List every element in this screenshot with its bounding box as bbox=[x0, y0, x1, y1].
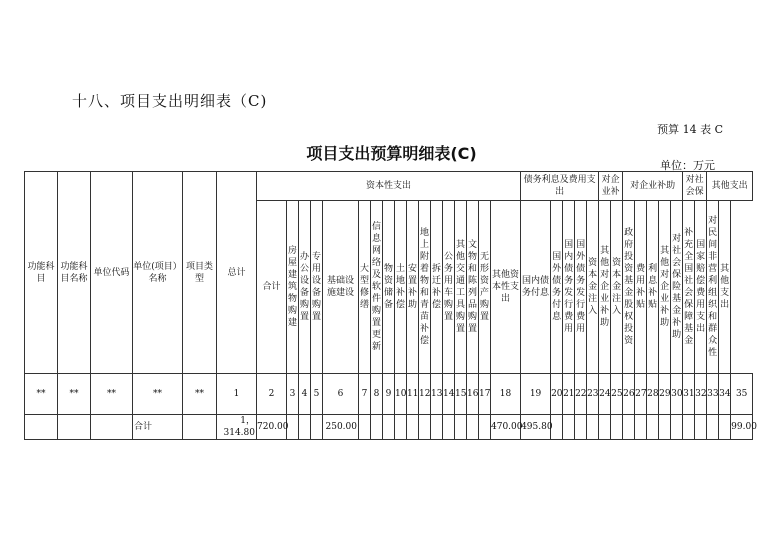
group-enterprise-subsidy: 对企业补助 bbox=[623, 172, 683, 201]
index-cell: 15 bbox=[455, 374, 467, 415]
index-cell: 29 bbox=[659, 374, 671, 415]
sub-col-header: 国内债务发行费用 bbox=[563, 201, 575, 374]
total-cell bbox=[659, 415, 671, 440]
index-cell: 18 bbox=[491, 374, 521, 415]
sub-col-header: 土地补偿 bbox=[395, 201, 407, 374]
index-cell: 10 bbox=[395, 374, 407, 415]
sub-col-header: 安置补助 bbox=[407, 201, 419, 374]
group-capital: 资本性支出 bbox=[257, 172, 521, 201]
index-cell: 3 bbox=[287, 374, 299, 415]
sub-col-header: 信息网络及软件购置更新 bbox=[371, 201, 383, 374]
index-cell: 8 bbox=[371, 374, 383, 415]
col-func-name: 功能科目名称 bbox=[58, 172, 91, 374]
page-title: 项目支出预算明细表(C) bbox=[306, 144, 477, 163]
index-cell: 4 bbox=[299, 374, 311, 415]
index-cell: 24 bbox=[599, 374, 611, 415]
index-cell: 26 bbox=[623, 374, 635, 415]
index-cell: 20 bbox=[551, 374, 563, 415]
total-cell bbox=[443, 415, 455, 440]
index-cell: ** bbox=[91, 374, 133, 415]
group-social-security: 对社会保 bbox=[683, 172, 707, 201]
group-debt: 债务利息及费用支出 bbox=[521, 172, 599, 201]
index-cell: 27 bbox=[635, 374, 647, 415]
sub-col-header: 国外债务发行费用 bbox=[575, 201, 587, 374]
other-capital-amount: 470.00 bbox=[491, 415, 521, 440]
group-other: 其他支出 bbox=[707, 172, 753, 201]
total-cell bbox=[183, 415, 217, 440]
total-cell bbox=[395, 415, 407, 440]
col-unit-name: 单位(项目）名称 bbox=[133, 172, 183, 374]
index-cell: 30 bbox=[671, 374, 683, 415]
sub-col-header: 国家赔偿费用支出 bbox=[695, 201, 707, 374]
sub-col-header: 专用设备购置 bbox=[311, 201, 323, 374]
index-cell: 11 bbox=[407, 374, 419, 415]
index-cell: 22 bbox=[575, 374, 587, 415]
index-cell: 12 bbox=[419, 374, 431, 415]
total-cell bbox=[371, 415, 383, 440]
index-cell: 23 bbox=[587, 374, 599, 415]
sub-col-header: 资本金注入 bbox=[587, 201, 599, 374]
infrastructure-amount: 250.00 bbox=[323, 415, 359, 440]
total-cell bbox=[383, 415, 395, 440]
total-label: 合计 bbox=[133, 415, 183, 440]
sub-col-header: 大型修缮 bbox=[359, 201, 371, 374]
index-cell: 13 bbox=[431, 374, 443, 415]
index-cell: 28 bbox=[647, 374, 659, 415]
header-group-row bbox=[25, 172, 753, 201]
total-cell bbox=[299, 415, 311, 440]
total-row bbox=[25, 415, 753, 440]
sub-col-header: 其他支出 bbox=[719, 201, 731, 374]
index-cell: 32 bbox=[695, 374, 707, 415]
index-row bbox=[25, 374, 753, 415]
index-cell: 35 bbox=[731, 374, 753, 415]
col-unit-code: 单位代码 bbox=[91, 172, 133, 374]
sub-col-header: 物资储备 bbox=[383, 201, 395, 374]
sub-col-header: 拆迁补偿 bbox=[431, 201, 443, 374]
index-cell: 21 bbox=[563, 374, 575, 415]
total-cell bbox=[719, 415, 731, 440]
sub-col-header: 其他对企业补助 bbox=[599, 201, 611, 374]
sub-col-header: 对民间非营利组织和群众性 bbox=[707, 201, 719, 374]
sub-col-header: 办公设备购置 bbox=[299, 201, 311, 374]
sub-col-header: 文物和陈列品购置 bbox=[467, 201, 479, 374]
index-cell: ** bbox=[58, 374, 91, 415]
col-project-type: 项目类型 bbox=[183, 172, 217, 374]
unit-label: 单位：万元 bbox=[660, 159, 715, 172]
index-cell: 34 bbox=[719, 374, 731, 415]
table-code: 预算 14 表 C bbox=[657, 123, 723, 136]
sub-col-header: 其他对企业补助 bbox=[659, 201, 671, 374]
sub-col-header: 地上附着物和青苗补偿 bbox=[419, 201, 431, 374]
total-cell bbox=[587, 415, 599, 440]
domestic-interest-amount: 495.80 bbox=[521, 415, 551, 440]
sub-col-header: 补充全国社会保障基金 bbox=[683, 201, 695, 374]
sub-col-header: 合计 bbox=[257, 201, 287, 374]
sub-col-header: 公务用车购置 bbox=[443, 201, 455, 374]
index-cell: 5 bbox=[311, 374, 323, 415]
sub-col-header: 利息补贴 bbox=[647, 201, 659, 374]
sub-col-header: 基础设施建设 bbox=[323, 201, 359, 374]
total-cell bbox=[683, 415, 695, 440]
total-cell bbox=[671, 415, 683, 440]
index-cell: 1 bbox=[217, 374, 257, 415]
sub-col-header: 其他交通工具购置 bbox=[455, 201, 467, 374]
total-cell bbox=[467, 415, 479, 440]
total-cell bbox=[419, 415, 431, 440]
total-cell bbox=[91, 415, 133, 440]
total-cell bbox=[407, 415, 419, 440]
total-cell bbox=[455, 415, 467, 440]
index-cell: 33 bbox=[707, 374, 719, 415]
index-cell: ** bbox=[183, 374, 217, 415]
sub-col-header: 无形资产购置 bbox=[479, 201, 491, 374]
capital-total: 720.00 bbox=[257, 415, 287, 440]
section-heading: 十八、项目支出明细表（C) bbox=[72, 92, 268, 110]
total-cell bbox=[647, 415, 659, 440]
col-total: 总计 bbox=[217, 172, 257, 374]
sub-col-header: 国内债务付息 bbox=[521, 201, 551, 374]
index-cell: 17 bbox=[479, 374, 491, 415]
index-cell: 31 bbox=[683, 374, 695, 415]
total-cell bbox=[575, 415, 587, 440]
total-cell bbox=[599, 415, 611, 440]
index-cell: 16 bbox=[467, 374, 479, 415]
index-cell: ** bbox=[133, 374, 183, 415]
total-amount: 1，314.80 bbox=[217, 415, 257, 440]
sub-col-header: 费用补贴 bbox=[635, 201, 647, 374]
total-cell bbox=[707, 415, 719, 440]
col-func-code: 功能科目 bbox=[25, 172, 58, 374]
total-cell bbox=[58, 415, 91, 440]
total-cell bbox=[563, 415, 575, 440]
total-cell bbox=[623, 415, 635, 440]
index-cell: 2 bbox=[257, 374, 287, 415]
total-cell bbox=[359, 415, 371, 440]
index-cell: 6 bbox=[323, 374, 359, 415]
sub-col-header: 对社会保险基金补助 bbox=[671, 201, 683, 374]
sub-col-header: 资本金注入 bbox=[611, 201, 623, 374]
sub-col-header: 国外债务付息 bbox=[551, 201, 563, 374]
total-cell bbox=[25, 415, 58, 440]
total-cell bbox=[311, 415, 323, 440]
sub-col-header: 房屋建筑物购建 bbox=[287, 201, 299, 374]
sub-col-header: 政府投资基金股权投资 bbox=[623, 201, 635, 374]
index-cell: 7 bbox=[359, 374, 371, 415]
index-cell: 9 bbox=[383, 374, 395, 415]
other-expense-amount: 99.00 bbox=[731, 415, 753, 440]
budget-table bbox=[24, 171, 757, 440]
total-cell bbox=[695, 415, 707, 440]
index-cell: 19 bbox=[521, 374, 551, 415]
index-cell: 14 bbox=[443, 374, 455, 415]
total-cell bbox=[611, 415, 623, 440]
total-cell bbox=[635, 415, 647, 440]
index-cell: ** bbox=[25, 374, 58, 415]
index-cell: 25 bbox=[611, 374, 623, 415]
sub-col-header: 其他资本性支出 bbox=[491, 201, 521, 374]
group-enterprise-capital: 对企业补 bbox=[599, 172, 623, 201]
total-cell bbox=[479, 415, 491, 440]
total-cell bbox=[431, 415, 443, 440]
